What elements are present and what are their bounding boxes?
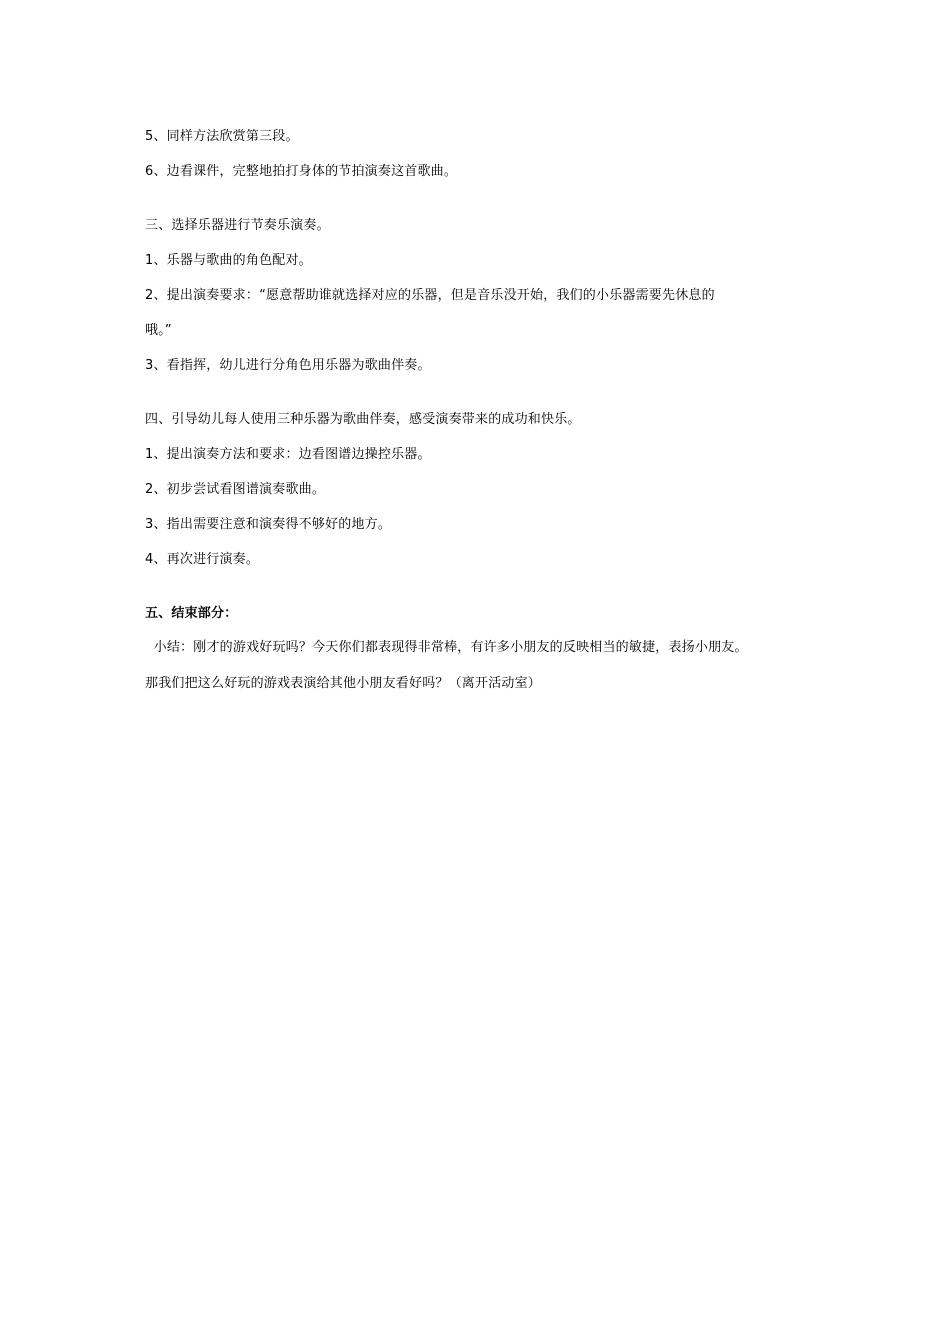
list-item-continuation: 哦。” bbox=[145, 323, 172, 338]
list-item: 3、指出需要注意和演奏得不够好的地方。 bbox=[145, 517, 392, 532]
list-item: 4、再次进行演奏。 bbox=[145, 552, 260, 567]
list-item: 1、提出演奏方法和要求：边看图谱边操控乐器。 bbox=[145, 447, 431, 462]
list-item: 6、边看课件，完整地拍打身体的节拍演奏这首歌曲。 bbox=[145, 164, 458, 179]
section-heading-4: 四、引导幼儿每人使用三种乐器为歌曲伴奏，感受演奏带来的成功和快乐。 bbox=[145, 412, 581, 427]
list-item: 3、看指挥，幼儿进行分角色用乐器为歌曲伴奏。 bbox=[145, 358, 431, 373]
section-heading-5: 五、结束部分： bbox=[145, 606, 238, 621]
list-item: 2、提出演奏要求：“愿意帮助谁就选择对应的乐器，但是音乐没开始，我们的小乐器需要先休息的 bbox=[145, 288, 715, 303]
summary-paragraph-line: 小结：刚才的游戏好玩吗？今天你们都表现得非常棒，有许多小朋友的反映相当的敏捷，表扬小朋友。 bbox=[145, 640, 748, 655]
list-item: 1、乐器与歌曲的角色配对。 bbox=[145, 253, 312, 268]
list-item: 5、同样方法欣赏第三段。 bbox=[145, 129, 299, 144]
summary-paragraph-line: 那我们把这么好玩的游戏表演给其他小朋友看好吗？（离开活动室） bbox=[145, 676, 542, 691]
list-item: 2、初步尝试看图谱演奏歌曲。 bbox=[145, 482, 326, 497]
section-heading-3: 三、选择乐器进行节奏乐演奏。 bbox=[145, 218, 330, 233]
